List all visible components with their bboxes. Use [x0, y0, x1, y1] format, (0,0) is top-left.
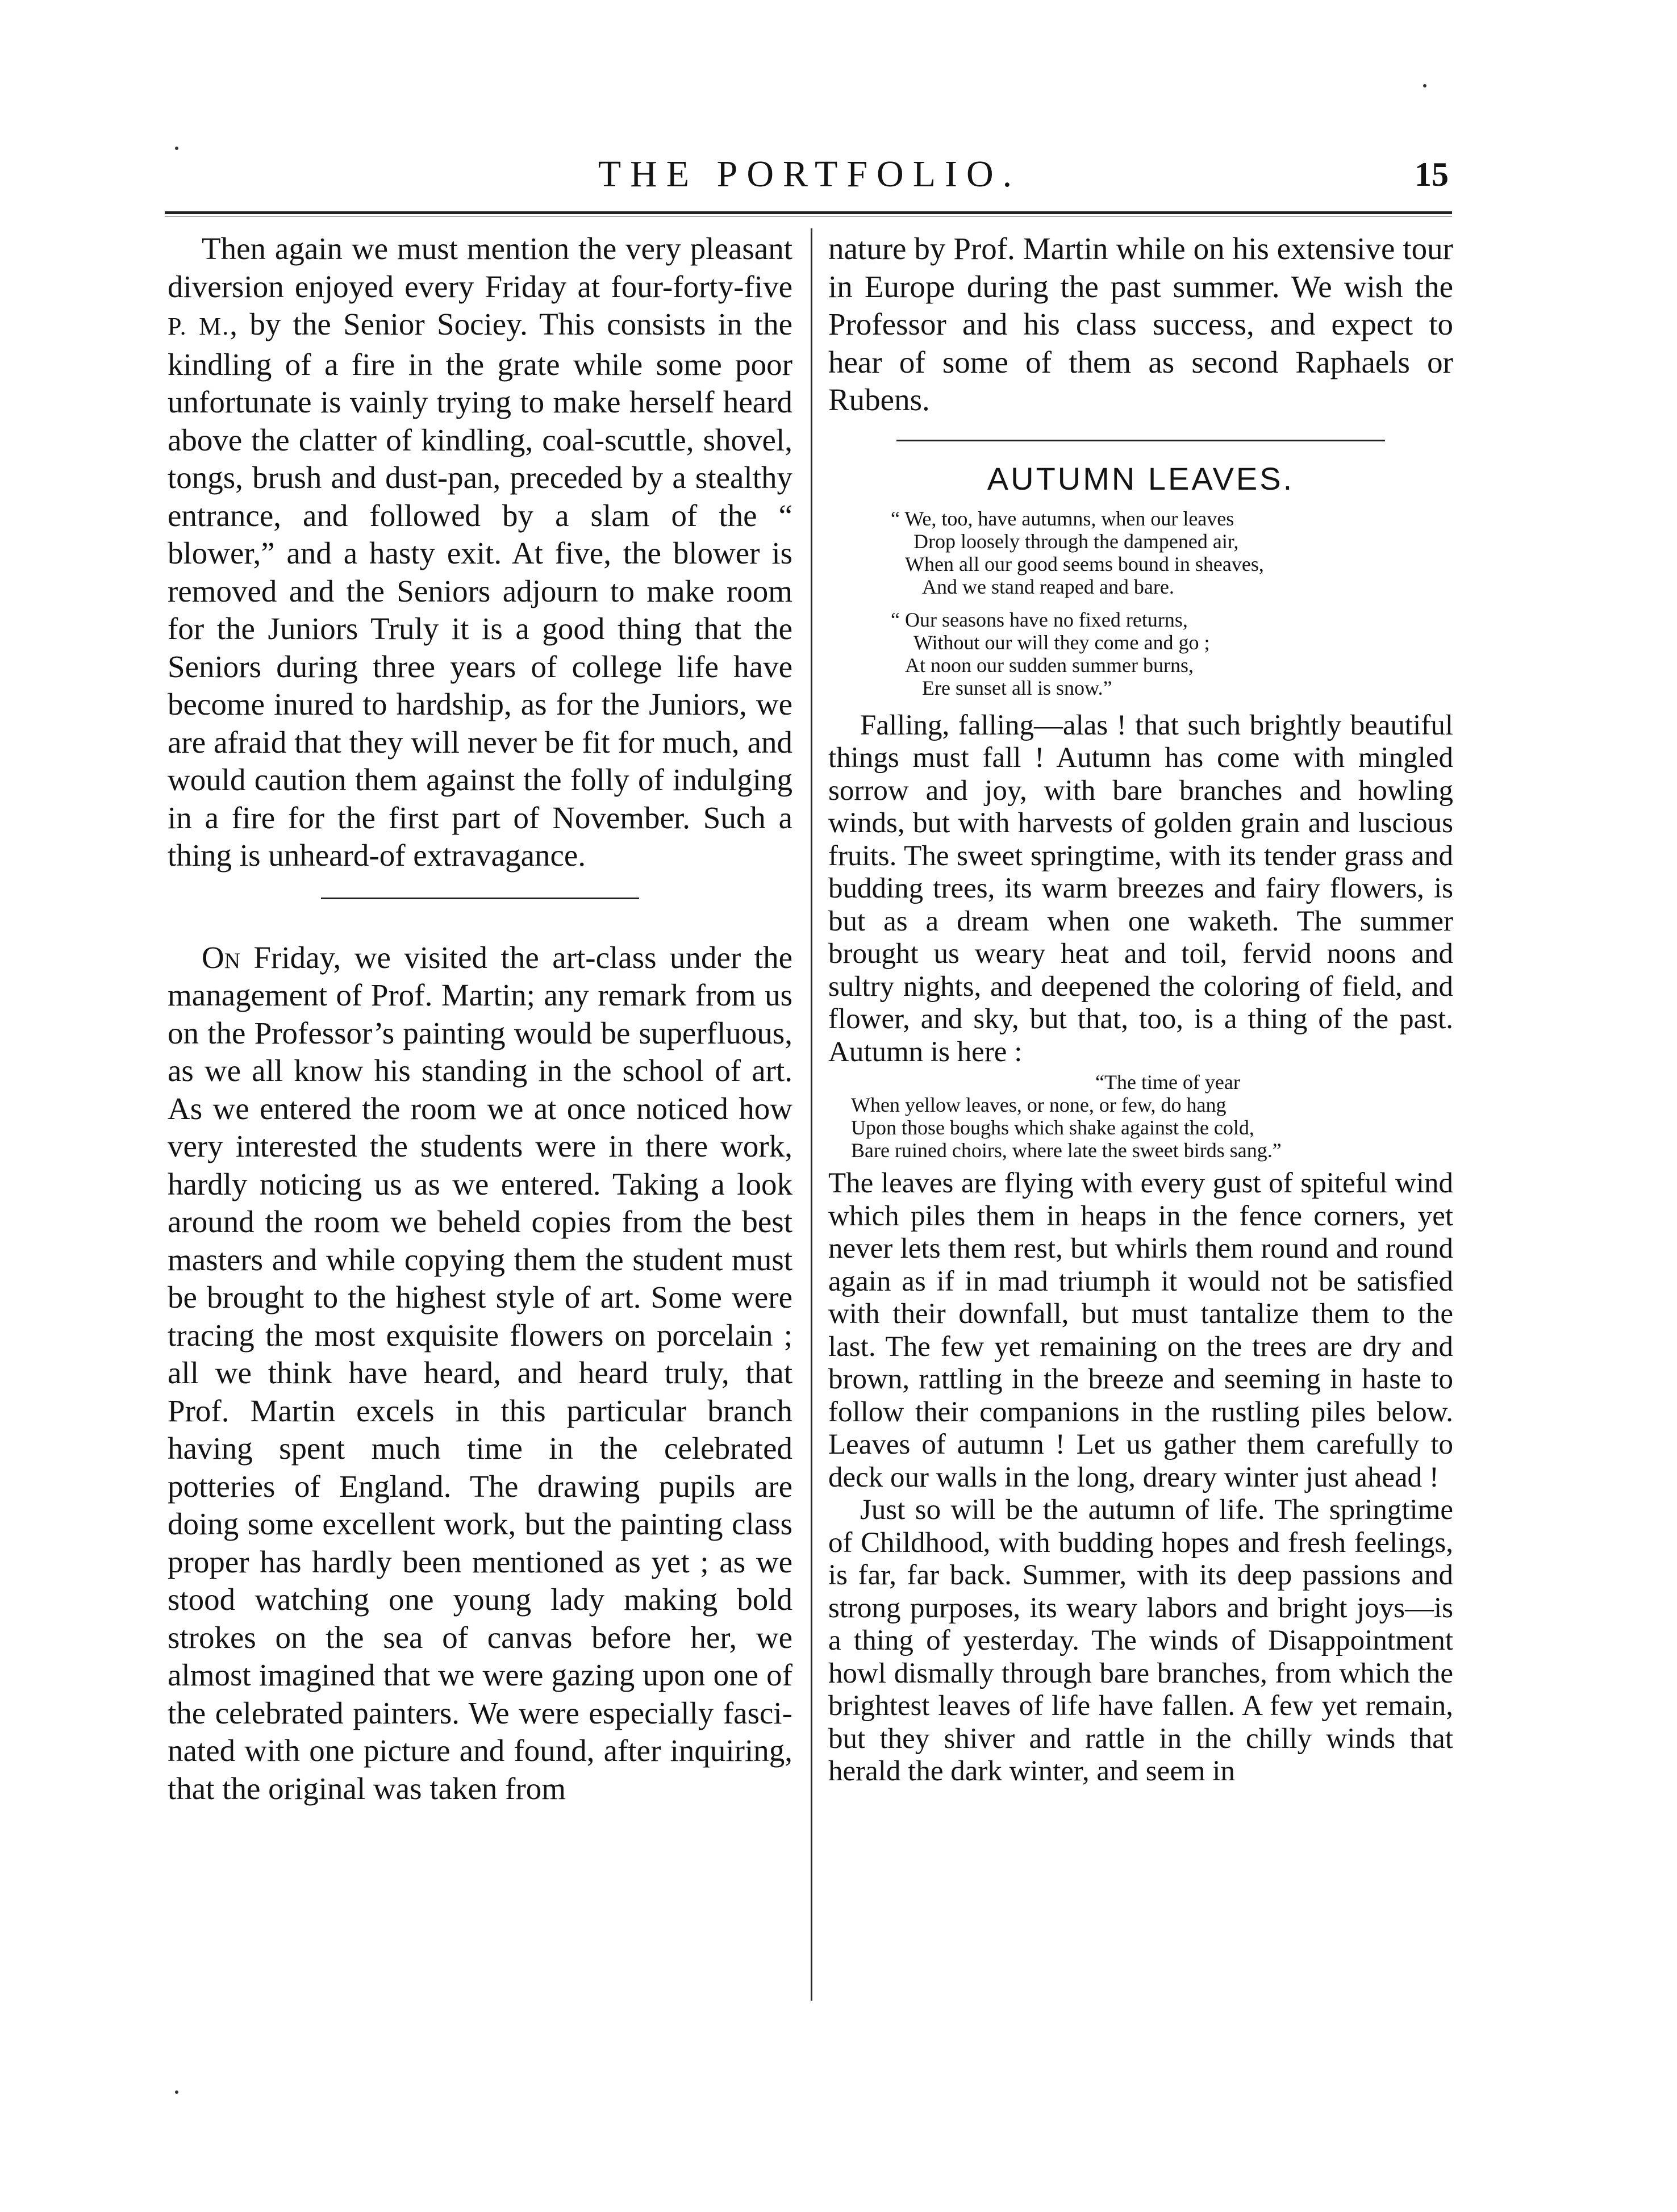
ink-speck — [175, 2090, 178, 2094]
poem-line: At noon our sudden summer burns, — [905, 653, 1194, 677]
epigraph-poem — [828, 507, 1453, 699]
poem-stanza — [828, 507, 1453, 598]
running-head — [165, 149, 1454, 200]
poem-stanza — [828, 608, 1453, 699]
ink-speck — [1423, 84, 1426, 87]
poem-line: “ We, too, have autumns, when our leaves — [891, 507, 1234, 530]
page-number: 15 — [1415, 156, 1449, 193]
article-title: AUTUMN LEAVES. — [987, 460, 1295, 496]
falling-paragraph: Falling, falling—alas ! that such brightly beautiful things must fall ! Autumn has come with mingled sorrow and joy, with bare branches and howling winds, but with harvests of golden grain and luscious fruits. The sweet springtime, with its tender grass and budding trees, its warm breezes and fairy flowers, is but as a dream when one waketh. The summer brought us weary heat and toil, fervid noons and sultry nights, and deepened the coloring of field, and flower, and sky, but that, too, is a thing of the past. Autumn is here : — [828, 709, 1453, 1068]
paragraph-text: , by the Senior Sociey. This consists in the kindling of a fire in the grate while some poor unfortunate is vainly trying to make herself heard above the clatter of kindling, coal-scuttle, shovel, tongs, brush and dust-pan, preceded by a stealthy entrance, and followed by a slam of the “ blower,” and a hasty exit. At five, the blower is removed and the Seniors adjourn to make room for the Juniors Truly it is a good thing that the Seniors during three years of college life have become inured to hardship, as for the Juniors, we are afraid that they will never be fit for much, and would caution them against the folly of indulging in a fire for the first part of November. Such a thing is unheard-of extravagance. — [168, 307, 792, 873]
quote-line: Upon those boughs which shake against the cold, — [851, 1116, 1254, 1139]
quote-line: Bare ruined choirs, where late the sweet birds sang.” — [851, 1139, 1282, 1162]
section-divider — [896, 440, 1385, 441]
quote-line: “The time of year — [1095, 1071, 1240, 1094]
poem-line: When all our good seems bound in sheaves, — [905, 552, 1264, 575]
senior-society-paragraph — [168, 230, 792, 875]
lead-word: On — [202, 940, 240, 975]
left-column — [168, 230, 792, 1808]
shakespeare-quotation — [828, 1071, 1453, 1162]
leaves-paragraph: The leaves are flying with every gust of spiteful wind which piles them in heaps in the fence corners, yet never lets them rest, but whirls them round and round again as if in mad triumph it would not be satisfied with their downfall, but must tantalize them to the last. The few yet remaining on the trees are dry and brown, rattling in the breeze and seeming in haste to follow their companions in the rustling piles below. Leaves of autumn ! Let us gather them carefully to deck our walls in the long, dreary winter just ahead ! — [828, 1167, 1453, 1493]
header-rule — [165, 211, 1452, 216]
art-class-paragraph — [168, 939, 792, 1808]
right-column — [828, 230, 1453, 1788]
autumn-leaves-body — [828, 709, 1453, 1788]
journal-title: THE PORTFOLIO. — [598, 153, 1021, 195]
poem-line: Ere sunset all is snow.” — [922, 676, 1112, 699]
section-divider — [321, 898, 639, 899]
quote-line: When yellow leaves, or none, or few, do hang — [851, 1094, 1227, 1116]
paragraph-text: Then again we must mention the very pleasant diversion enjoyed every Friday at four-forty-five — [168, 231, 792, 304]
poem-line: “ Our seasons have no fixed returns, — [891, 608, 1188, 631]
paragraph-text: Friday, we visited the art-class under the management of Prof. Martin; any remark from us on the Professor’s painting would be superfluous, as we all know his standing in the school of art. As we entered the room we at once noticed how very interested the students were in there work, hardly noticing us as we entered. Taking a look around the room we beheld copies from the best masters and while copying them the student must be brought to the highest style of art. Some were tracing the most exquisite flowers on porcelain ; all we think have heard, and heard truly, that Prof. Martin excels in this particular branch having spent much time in the celebrated potteries of England. The drawing pupils are doing some excellent work, but the painting class proper has hardly been mentioned as yet ; as we stood watching one young lady making bold strokes on the sea of canvas before her, we almost imagined that we were gazing upon one of the celebrated painters. We were especially fascinated with one picture and found, after inquiring, that the original was taken from — [168, 940, 792, 1806]
art-class-continuation: nature by Prof. Martin while on his extensive tour in Europe during the past summer. We wish the Professor and his class success, and expect to hear of some of them as second Raphaels or Rubens. — [828, 231, 1453, 417]
poem-line: Without our will they come and go ; — [913, 631, 1210, 654]
poem-line: And we stand reaped and bare. — [922, 575, 1174, 598]
time-abbreviation: P. M. — [168, 312, 230, 340]
autumn-of-life-paragraph: Just so will be the autumn of life. The springtime of Childhood, with budding hopes and fresh feelings, is far, far back. Summer, with its deep passions and strong purposes, its weary labors and bright joys—is a thing of yesterday. The winds of Disappointment howl dismally through bare branches, from which the brightest leaves of life have fallen. A few yet remain, but they shiver and rattle in the chilly winds that herald the dark winter, and seem in — [828, 1494, 1453, 1787]
column-divider — [811, 228, 812, 2001]
poem-line: Drop loosely through the dampened air, — [913, 529, 1239, 553]
